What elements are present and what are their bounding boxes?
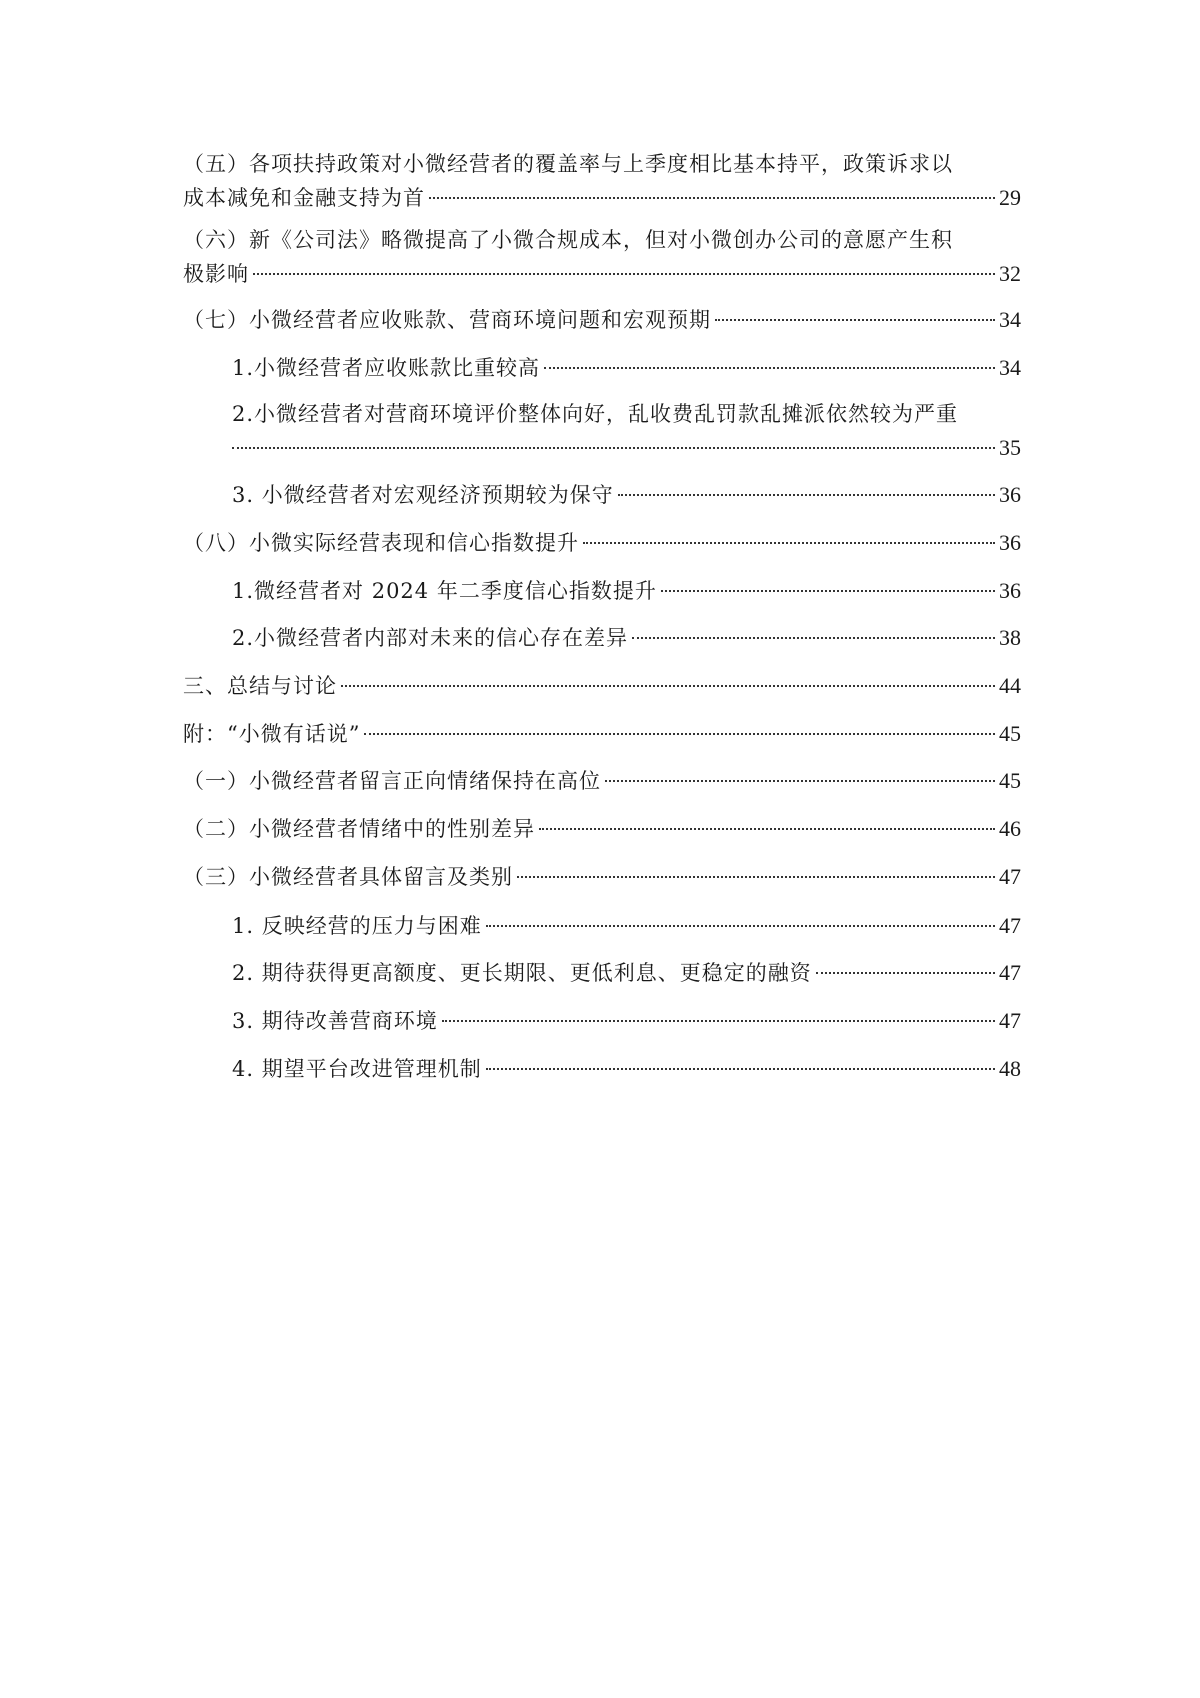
dot-leader: [486, 925, 995, 927]
dot-leader: [517, 876, 995, 878]
toc-entry[interactable]: [232, 909, 1021, 943]
dot-leader: [429, 197, 995, 199]
toc-entry[interactable]: [232, 398, 1021, 464]
toc-page-number: 47: [999, 960, 1021, 985]
dot-leader: [442, 1020, 995, 1022]
toc-entry[interactable]: [232, 351, 1021, 385]
toc-page-number: 46: [999, 816, 1021, 841]
toc-entry[interactable]: [183, 148, 1021, 215]
toc-page-number: 29: [999, 185, 1021, 210]
toc-entry[interactable]: [183, 303, 1021, 337]
toc-entry-title: 1.小微经营者应收账款比重较高: [232, 356, 541, 380]
toc-entry[interactable]: [183, 764, 1021, 798]
toc-page-number: 34: [999, 307, 1021, 332]
dot-leader: [253, 273, 995, 275]
toc-entry[interactable]: [183, 812, 1021, 846]
toc-page-number: 45: [999, 721, 1021, 746]
dot-leader: [544, 367, 995, 369]
dot-leader: [232, 447, 995, 449]
toc-entry-title: 成本减免和金融支持为首: [183, 186, 425, 210]
toc-entry-title: 附：“小微有话说”: [183, 722, 361, 746]
toc-entry-title: 4. 期望平台改进管理机制: [232, 1057, 482, 1081]
dot-leader: [605, 780, 995, 782]
toc-entry-title: 三、总结与讨论: [183, 674, 337, 698]
toc-entry[interactable]: [183, 717, 1021, 751]
dot-leader: [715, 319, 995, 321]
toc-entry-title: 1.微经营者对 2024 年二季度信心指数提升: [232, 579, 657, 603]
toc-entry[interactable]: [232, 478, 1021, 512]
toc-entry[interactable]: [232, 1004, 1021, 1038]
toc-entry-title: （三）小微经营者具体留言及类别: [183, 865, 513, 889]
toc-entry-title: 2. 期待获得更高额度、更长期限、更低利息、更稳定的融资: [232, 961, 812, 985]
dot-leader: [816, 972, 995, 974]
toc-page-number: 44: [999, 673, 1021, 698]
toc-page-number: 47: [999, 1008, 1021, 1033]
dot-leader: [618, 494, 995, 496]
toc-entry-title: 2.小微经营者内部对未来的信心存在差异: [232, 626, 629, 650]
toc-entry[interactable]: [232, 1052, 1021, 1086]
toc-entry-title: （七）小微经营者应收账款、营商环境问题和宏观预期: [183, 308, 711, 332]
toc-page-number: 35: [999, 435, 1021, 460]
toc-entry-title: 极影响: [183, 262, 249, 286]
toc-entry-title: （二）小微经营者情绪中的性别差异: [183, 817, 535, 841]
toc-entry-title: （一）小微经营者留言正向情绪保持在高位: [183, 769, 601, 793]
toc-entry[interactable]: [183, 860, 1021, 894]
toc-page-number: 45: [999, 768, 1021, 793]
toc-page-number: 48: [999, 1056, 1021, 1081]
toc-page-number: 47: [999, 864, 1021, 889]
toc-entry-title-line1: （五）各项扶持政策对小微经营者的覆盖率与上季度相比基本持平，政策诉求以: [183, 152, 953, 176]
dot-leader: [486, 1068, 995, 1070]
toc-page-number: 47: [999, 913, 1021, 938]
toc-entry[interactable]: [183, 669, 1021, 703]
toc-page-number: 38: [999, 625, 1021, 650]
toc-entry[interactable]: [232, 956, 1021, 990]
dot-leader: [539, 828, 995, 830]
toc-entry-title: 1. 反映经营的压力与困难: [232, 914, 482, 938]
toc-entry-title-line1: 2.小微经营者对营商环境评价整体向好，乱收费乱罚款乱摊派依然较为严重: [232, 402, 959, 426]
toc-entry-title: 3. 小微经营者对宏观经济预期较为保守: [232, 483, 614, 507]
toc-page-number: 36: [999, 578, 1021, 603]
toc-entry-title: 3. 期待改善营商环境: [232, 1009, 438, 1033]
toc-page-number: 36: [999, 530, 1021, 555]
dot-leader: [661, 590, 995, 592]
dot-leader: [583, 542, 995, 544]
dot-leader: [632, 637, 995, 639]
toc-entry-title: （八）小微实际经营表现和信心指数提升: [183, 531, 579, 555]
toc-entry[interactable]: [232, 574, 1021, 608]
toc-entry[interactable]: [183, 224, 1021, 291]
dot-leader: [364, 733, 995, 735]
dot-leader: [341, 685, 995, 687]
toc-entry[interactable]: [183, 526, 1021, 560]
toc-entry[interactable]: [232, 621, 1021, 655]
toc-page-number: 36: [999, 482, 1021, 507]
toc-page-number: 34: [999, 355, 1021, 380]
toc-page-number: 32: [999, 261, 1021, 286]
toc-entry-title-line1: （六）新《公司法》略微提高了小微合规成本，但对小微创办公司的意愿产生积: [183, 228, 953, 252]
